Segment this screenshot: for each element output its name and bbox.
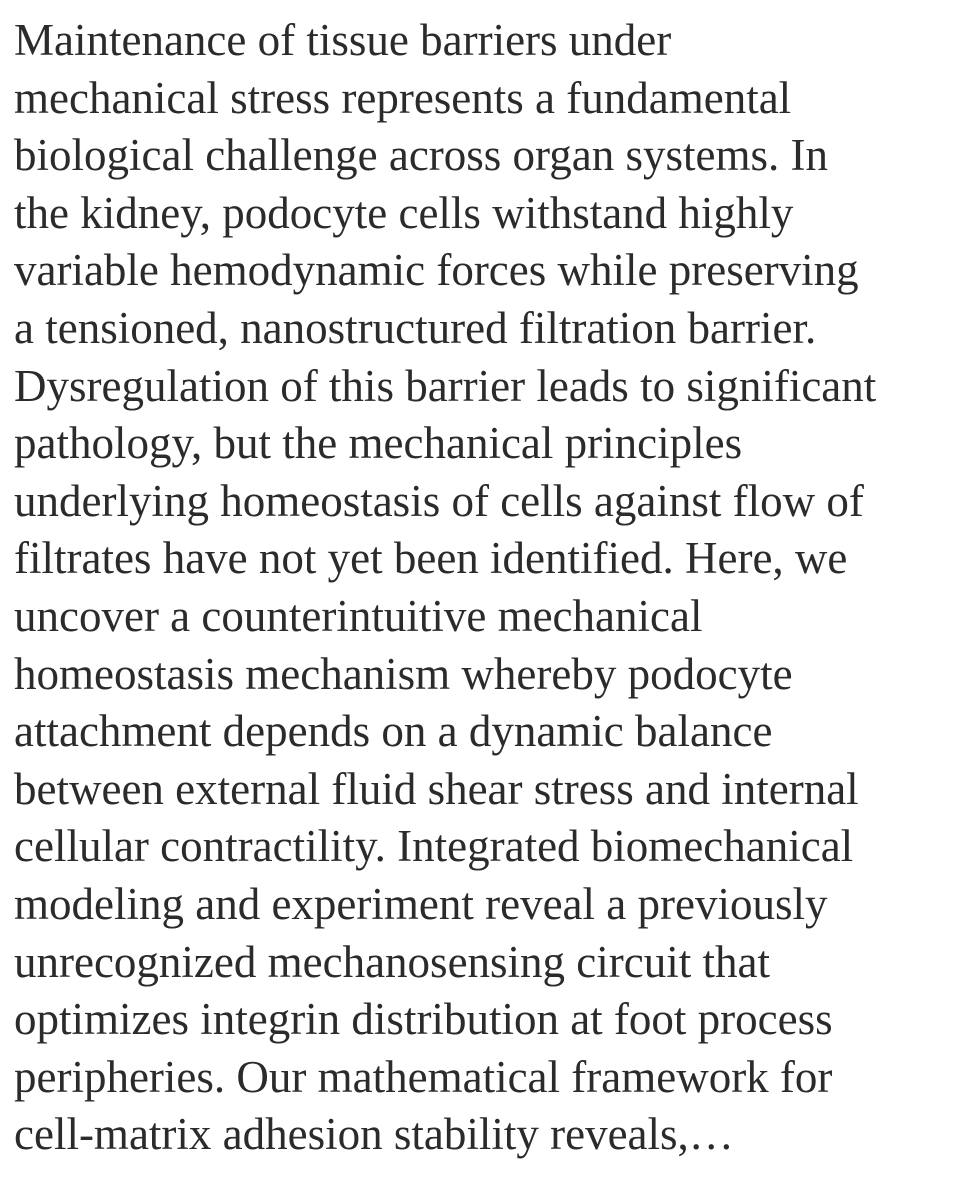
abstract-line: between external fluid shear stress and internal — [14, 763, 859, 814]
abstract-line: modeling and experiment reveal a previously — [14, 878, 828, 929]
abstract-line: biological challenge across organ systems. In — [14, 130, 828, 181]
abstract-paragraph — [14, 12, 954, 1164]
abstract-line: variable hemodynamic forces while preserving — [14, 245, 859, 296]
abstract-line: mechanical stress represents a fundamental — [14, 72, 792, 123]
abstract-line: underlying homeostasis of cells against flow of — [14, 475, 864, 526]
abstract-line: filtrates have not yet been identified. Here, we — [14, 533, 848, 584]
abstract-line: optimizes integrin distribution at foot process — [14, 994, 833, 1045]
abstract-line: a tensioned, nanostructured filtration barrier. — [14, 302, 817, 353]
abstract-line: pathology, but the mechanical principles — [14, 418, 743, 469]
abstract-line: peripheries. Our mathematical framework for — [14, 1051, 833, 1102]
abstract-line: unrecognized mechanosensing circuit that — [14, 936, 770, 987]
abstract-line: cell-matrix adhesion stability reveals,… — [14, 1109, 734, 1160]
abstract-line: uncover a counterintuitive mechanical — [14, 590, 703, 641]
abstract-line: Maintenance of tissue barriers under — [14, 15, 672, 65]
abstract-line: attachment depends on a dynamic balance — [14, 706, 773, 757]
abstract-line: cellular contractility. Integrated biomechanical — [14, 821, 854, 872]
abstract-line: homeostasis mechanism whereby podocyte — [14, 648, 793, 699]
abstract-line: the kidney, podocyte cells withstand highly — [14, 187, 794, 238]
abstract-line: Dysregulation of this barrier leads to significant — [14, 360, 877, 411]
